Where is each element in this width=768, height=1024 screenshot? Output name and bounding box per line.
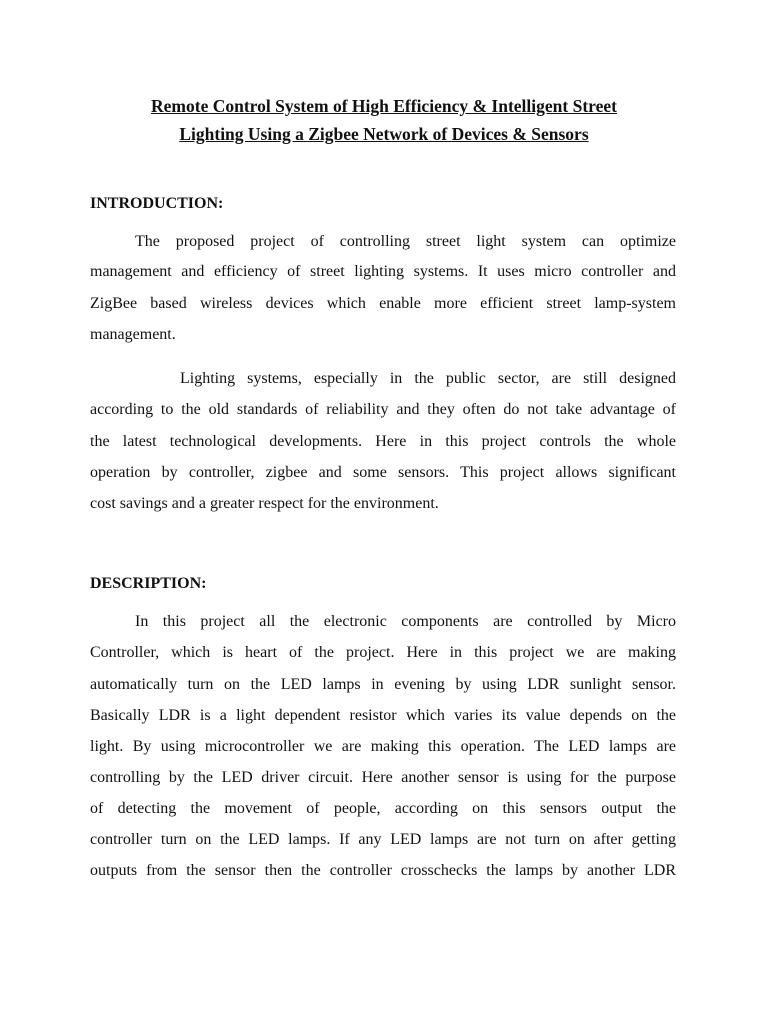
text-line: the latest technological developments. Here in this project controls the whole: [90, 433, 676, 450]
text-line: controlling by the LED driver circuit. Here another sensor is using for the purpose: [90, 769, 676, 786]
text-line: of detecting the movement of people, according on this sensors output the: [90, 800, 676, 817]
text-line: Basically LDR is a light dependent resistor which varies its value depends on the: [90, 707, 676, 724]
introduction-heading: INTRODUCTION:: [90, 195, 224, 212]
text-line: cost savings and a greater respect for the environment.: [90, 495, 439, 512]
text-line: Controller, which is heart of the project. Here in this project we are making: [90, 644, 676, 661]
text-line: operation by controller, zigbee and some sensors. This project allows significant: [90, 464, 676, 481]
text-line: Lighting systems, especially in the public sector, are still designed: [180, 370, 676, 387]
text-line: management and efficiency of street lighting systems. It uses micro controller and: [90, 263, 676, 280]
title-line-2: Lighting Using a Zigbee Network of Devices & Sensors: [179, 124, 589, 144]
title-line-1: Remote Control System of High Efficiency & Intelligent Street: [151, 96, 617, 116]
text-line: The proposed project of controlling street light system can optimize: [135, 233, 676, 250]
text-line: ZigBee based wireless devices which enable more efficient street lamp-system: [90, 295, 676, 312]
text-line: according to the old standards of reliability and they often do not take advantage of: [90, 401, 676, 418]
text-line: management.: [90, 326, 176, 343]
text-line: outputs from the sensor then the controller crosschecks the lamps by another LDR: [90, 862, 676, 879]
description-heading: DESCRIPTION:: [90, 575, 207, 592]
text-line: light. By using microcontroller we are making this operation. The LED lamps are: [90, 738, 676, 755]
text-line: automatically turn on the LED lamps in evening by using LDR sunlight sensor.: [90, 676, 676, 693]
text-line: controller turn on the LED lamps. If any LED lamps are not turn on after getting: [90, 831, 676, 848]
text-line: In this project all the electronic components are controlled by Micro: [135, 613, 676, 630]
